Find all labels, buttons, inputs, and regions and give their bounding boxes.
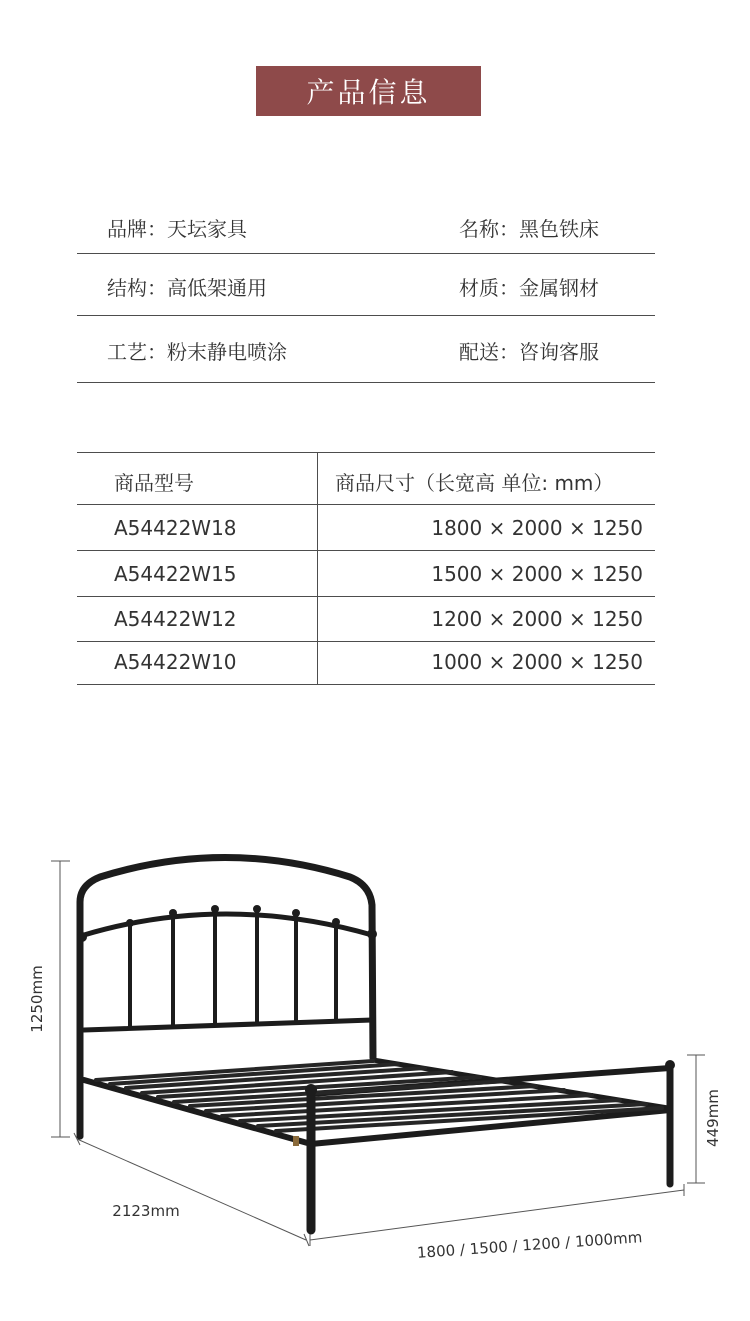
bed-dimension-diagram: [0, 840, 750, 1300]
info-name: 名称：黑色铁床: [459, 217, 599, 241]
spec-table: [77, 452, 655, 685]
bed-frame-illustration: [77, 858, 675, 1231]
spec-model: A54422W15: [114, 562, 237, 586]
product-info-list: [77, 196, 655, 383]
table-row: [77, 597, 655, 642]
info-material: 材质：金属钢材: [459, 276, 599, 300]
width-dimension-label: 1800 / 1500 / 1200 / 1000mm: [416, 1228, 643, 1262]
table-row: [77, 642, 655, 685]
spec-header-model: 商品型号: [114, 471, 194, 495]
info-row: [77, 196, 655, 254]
spec-model: A54422W10: [114, 650, 237, 674]
info-craft: 工艺：粉末静电喷涂: [107, 340, 287, 364]
length-dimension-label: 2123mm: [112, 1202, 180, 1220]
spec-size: 1000 × 2000 × 1250: [431, 650, 643, 674]
info-delivery: 配送：咨询客服: [459, 340, 599, 364]
spec-model: A54422W12: [114, 607, 237, 631]
spec-size: 1200 × 2000 × 1250: [431, 607, 643, 631]
info-brand: 品牌：天坛家具: [107, 217, 247, 241]
table-row: [77, 551, 655, 597]
table-row: [77, 505, 655, 551]
info-row: [77, 254, 655, 316]
info-row: [77, 316, 655, 383]
spec-size: 1500 × 2000 × 1250: [431, 562, 643, 586]
spec-table-header: [77, 453, 655, 505]
spec-model: A54422W18: [114, 516, 237, 540]
info-structure: 结构：高低架通用: [107, 276, 267, 300]
spec-size: 1800 × 2000 × 1250: [431, 516, 643, 540]
page-title: 产品信息: [306, 76, 431, 109]
spec-header-size: 商品尺寸（长宽高 单位: mm）: [335, 471, 614, 495]
rail-height-dimension-label: 449mm: [704, 1089, 722, 1147]
height-dimension-label: 1250mm: [28, 965, 46, 1033]
